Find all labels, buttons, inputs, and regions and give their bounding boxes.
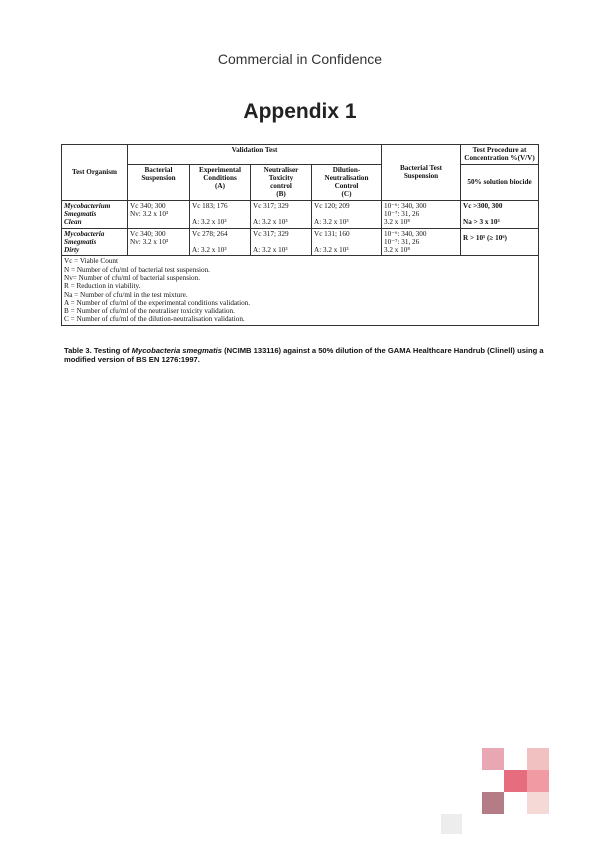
bacterial-test-suspension-cell bbox=[382, 200, 461, 228]
mosaic-tile bbox=[504, 770, 527, 792]
legend-line: A = Number of cfu/ml of the experimental conditions validation. bbox=[64, 298, 251, 307]
cell-line: Vc 317; 329 bbox=[253, 229, 289, 238]
header-text-line: (B) bbox=[276, 190, 286, 199]
cell-line: A: 3.2 x 10³ bbox=[314, 217, 349, 226]
header-text-line: Neutralisation bbox=[324, 173, 369, 182]
header-text-line: control bbox=[270, 182, 292, 191]
cell-line: Vc 317; 329 bbox=[253, 201, 289, 210]
cell-line: Vc 340; 300 bbox=[130, 229, 166, 238]
caption-lead: Table 3. Testing of bbox=[64, 346, 132, 355]
header-text-line: Conditions bbox=[203, 173, 237, 182]
header-bacterial-suspension: Bacterial Suspension bbox=[128, 164, 190, 200]
cell-line: 10⁻⁷: 31, 26 bbox=[384, 209, 420, 218]
cell-line: A: 3.2 x 10³ bbox=[253, 245, 288, 254]
cell-line: Smegmatis bbox=[64, 209, 97, 218]
page-title: Appendix 1 bbox=[243, 100, 357, 123]
cell-line: A: 3.2 x 10³ bbox=[192, 217, 227, 226]
cell-line: Nv: 3.2 x 10³ bbox=[130, 209, 169, 218]
table-caption bbox=[64, 346, 544, 365]
cell-line: Vc 120; 209 bbox=[314, 201, 350, 210]
header-text-line: Neutraliser bbox=[263, 165, 299, 174]
header-text-line: Control bbox=[334, 182, 359, 191]
header-test-organism: Test Organism bbox=[62, 145, 128, 201]
mosaic-tile bbox=[482, 792, 504, 814]
header-text-line: Experimental bbox=[199, 165, 241, 174]
header-solution-biocide: 50% solution biocide bbox=[461, 164, 539, 200]
bacterial-suspension-cell bbox=[128, 228, 190, 256]
test-procedure-cell bbox=[461, 200, 539, 228]
table-row bbox=[62, 228, 539, 256]
mosaic-tile bbox=[482, 748, 504, 770]
experimental-conditions-cell bbox=[190, 200, 251, 228]
legend-line: C = Number of cfu/ml of the dilution-neutralisation validation. bbox=[64, 315, 245, 324]
cell-line: Vc 131; 160 bbox=[314, 229, 350, 238]
cell-line: Mycobacterium bbox=[64, 201, 111, 210]
experimental-conditions-cell bbox=[190, 228, 251, 256]
cell-line: A: 3.2 x 10³ bbox=[314, 245, 349, 254]
cell-line: A: 3.2 x 10³ bbox=[253, 217, 288, 226]
legend-line: N = Number of cfu/ml of bacterial test suspension. bbox=[64, 265, 210, 274]
bacterial-test-suspension-cell bbox=[382, 228, 461, 256]
table-row bbox=[62, 200, 539, 228]
neutraliser-toxicity-cell bbox=[251, 228, 312, 256]
test-procedure-cell bbox=[461, 228, 539, 256]
cell-line: Vc 340; 300 bbox=[130, 201, 166, 210]
legend-line: Nv= Number of cfu/ml of bacterial suspension. bbox=[64, 273, 200, 282]
header-text-line: Toxicity bbox=[268, 173, 294, 182]
header-text-line: (C) bbox=[341, 190, 352, 199]
cell-line: Mycobacteria bbox=[64, 229, 105, 238]
cell-line: Clean bbox=[64, 218, 82, 227]
legend-line: B = Number of cfu/ml of the neutraliser toxicity validation. bbox=[64, 307, 235, 316]
organism-cell bbox=[62, 228, 128, 256]
mosaic-tile bbox=[527, 792, 549, 814]
caption-organism: Mycobacteria smegmatis bbox=[131, 346, 222, 355]
header-bacterial-test-suspension: Bacterial Test Suspension bbox=[382, 145, 461, 201]
header-text-line: (A) bbox=[215, 182, 225, 191]
validation-table bbox=[61, 144, 539, 326]
cell-line: 3.2 x 10⁸ bbox=[384, 218, 410, 227]
cell-line: 3.2 x 10⁸ bbox=[384, 246, 410, 255]
cell-line: R > 10⁵ (≥ 10⁶) bbox=[463, 233, 507, 242]
page-header: Commercial in Confidence bbox=[217, 51, 383, 67]
header-experimental-conditions bbox=[190, 164, 251, 200]
mosaic-tile bbox=[527, 748, 549, 770]
mosaic-tile bbox=[527, 770, 549, 792]
header-text-line: Dilution- bbox=[332, 165, 361, 174]
legend-line: Vc = Viable Count bbox=[64, 257, 118, 266]
cell-line: 10⁻⁷: 31, 26 bbox=[384, 237, 420, 246]
header-test-procedure: Test Procedure at Concentration %(V/V) bbox=[461, 145, 539, 165]
bacterial-suspension-cell bbox=[128, 200, 190, 228]
cell-line: Nv: 3.2 x 10³ bbox=[130, 237, 169, 246]
cell-line: Vc >300, 300 bbox=[463, 201, 503, 210]
caption-rest: (NCIMB 133116) against a 50% dilution of the GAMA Healthcare Handrub (Clinell) using a modified version of BS EN 1276:1997. bbox=[64, 346, 544, 365]
cell-line: 10⁻⁶: 340, 300 bbox=[384, 201, 427, 210]
mosaic-tile bbox=[441, 814, 462, 834]
cell-line: Dirty bbox=[64, 246, 80, 255]
header-neutraliser-toxicity bbox=[251, 164, 312, 200]
cell-line: Vc 278; 264 bbox=[192, 229, 228, 238]
dilution-neutralisation-cell bbox=[312, 228, 382, 256]
dilution-neutralisation-cell bbox=[312, 200, 382, 228]
cell-line: A: 3.2 x 10³ bbox=[192, 245, 227, 254]
legend-line: Na = Number of cfu/ml in the test mixture. bbox=[64, 290, 188, 299]
legend-line: R = Reduction in viability. bbox=[64, 282, 141, 291]
organism-cell bbox=[62, 200, 128, 228]
cell-line: Vc 183; 176 bbox=[192, 201, 228, 210]
table-legend bbox=[62, 256, 539, 325]
cell-line: Na > 3 x 10³ bbox=[463, 217, 500, 226]
header-dilution-neutralisation bbox=[312, 164, 382, 200]
header-validation-test: Validation Test bbox=[128, 145, 382, 165]
neutraliser-toxicity-cell bbox=[251, 200, 312, 228]
cell-line: 10⁻⁶: 340, 300 bbox=[384, 229, 427, 238]
cell-line: Smegmatis bbox=[64, 237, 97, 246]
